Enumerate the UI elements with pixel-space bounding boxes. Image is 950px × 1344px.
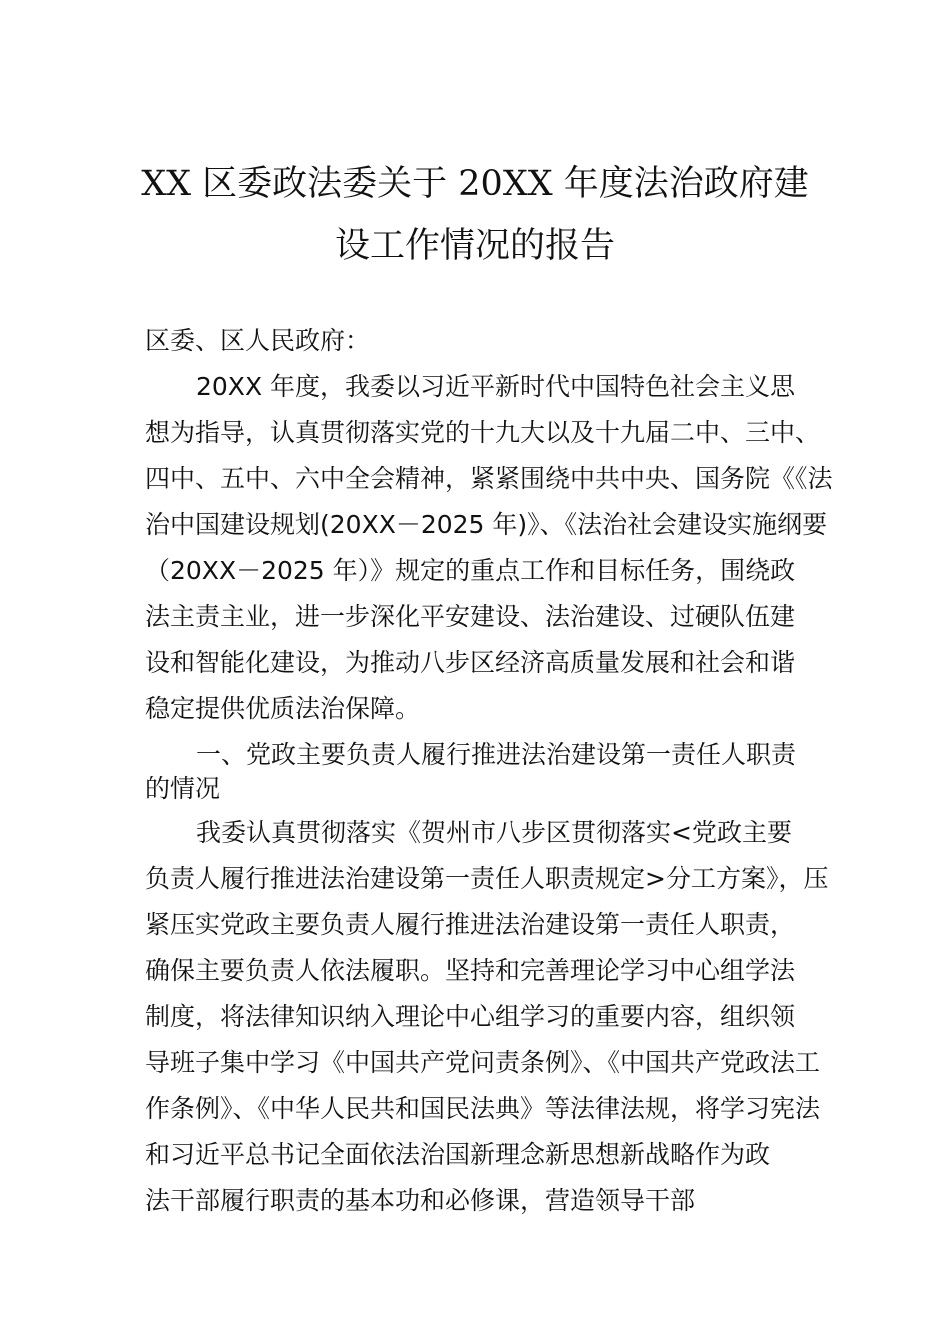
body-line: 想为指导，认真贯彻落实党的十九大以及十九届二中、三中、 (145, 418, 821, 447)
section-heading-line: 一、党政主要负责人履行推进法治建设第一责任人职责 (196, 740, 797, 769)
body-line: 负责人履行推进法治建设第一责任人职责规定>分工方案》，压 (145, 864, 829, 893)
body-line: 法干部履行职责的基本功和必修课，营造领导干部 (145, 1186, 696, 1215)
body-line: 20XX 年度，我委以习近平新时代中国特色社会主义思 (196, 372, 796, 401)
salutation: 区委、区人民政府： (145, 326, 371, 355)
body-line: 法主责主业，进一步深化平安建设、法治建设、过硬队伍建 (145, 602, 796, 631)
body-line: 四中、五中、六中全会精神，紧紧围绕中共中央、国务院《《法 (145, 464, 833, 493)
document-title-line-2: 设工作情况的报告 (334, 226, 615, 266)
body-line: 紧压实党政主要负责人履行推进法治建设第一责任人职责， (145, 910, 796, 939)
body-line: （20XX－2025 年）》规定的重点工作和目标任务，围绕政 (145, 556, 796, 585)
body-line: 我委认真贯彻落实《贺州市八步区贯彻落实<党政主要 (196, 818, 792, 847)
document-title-line-1: XX 区委政法委关于 20XX 年度法治政府建 (141, 164, 809, 204)
body-line: 设和智能化建设，为推动八步区经济高质量发展和社会和谐 (145, 648, 796, 677)
body-line: 确保主要负责人依法履职。坚持和完善理论学习中心组学法 (145, 956, 796, 985)
body-line: 作条例》、《中华人民共和国民法典》等法律法规，将学习宪法 (145, 1094, 821, 1123)
body-line: 治中国建设规划(20XX－2025 年)》、《法治社会建设实施纲要 (145, 510, 828, 539)
body-line: 制度，将法律知识纳入理论中心组学习的重要内容，组织领 (145, 1002, 796, 1031)
section-heading-line: 的情况 (145, 774, 221, 803)
body-line: 稳定提供优质法治保障。 (145, 694, 421, 723)
body-line: 和习近平总书记全面依法治国新理念新思想新战略作为政 (145, 1140, 771, 1169)
body-line: 导班子集中学习《中国共产党问责条例》、《中国共产党政法工 (145, 1048, 821, 1077)
